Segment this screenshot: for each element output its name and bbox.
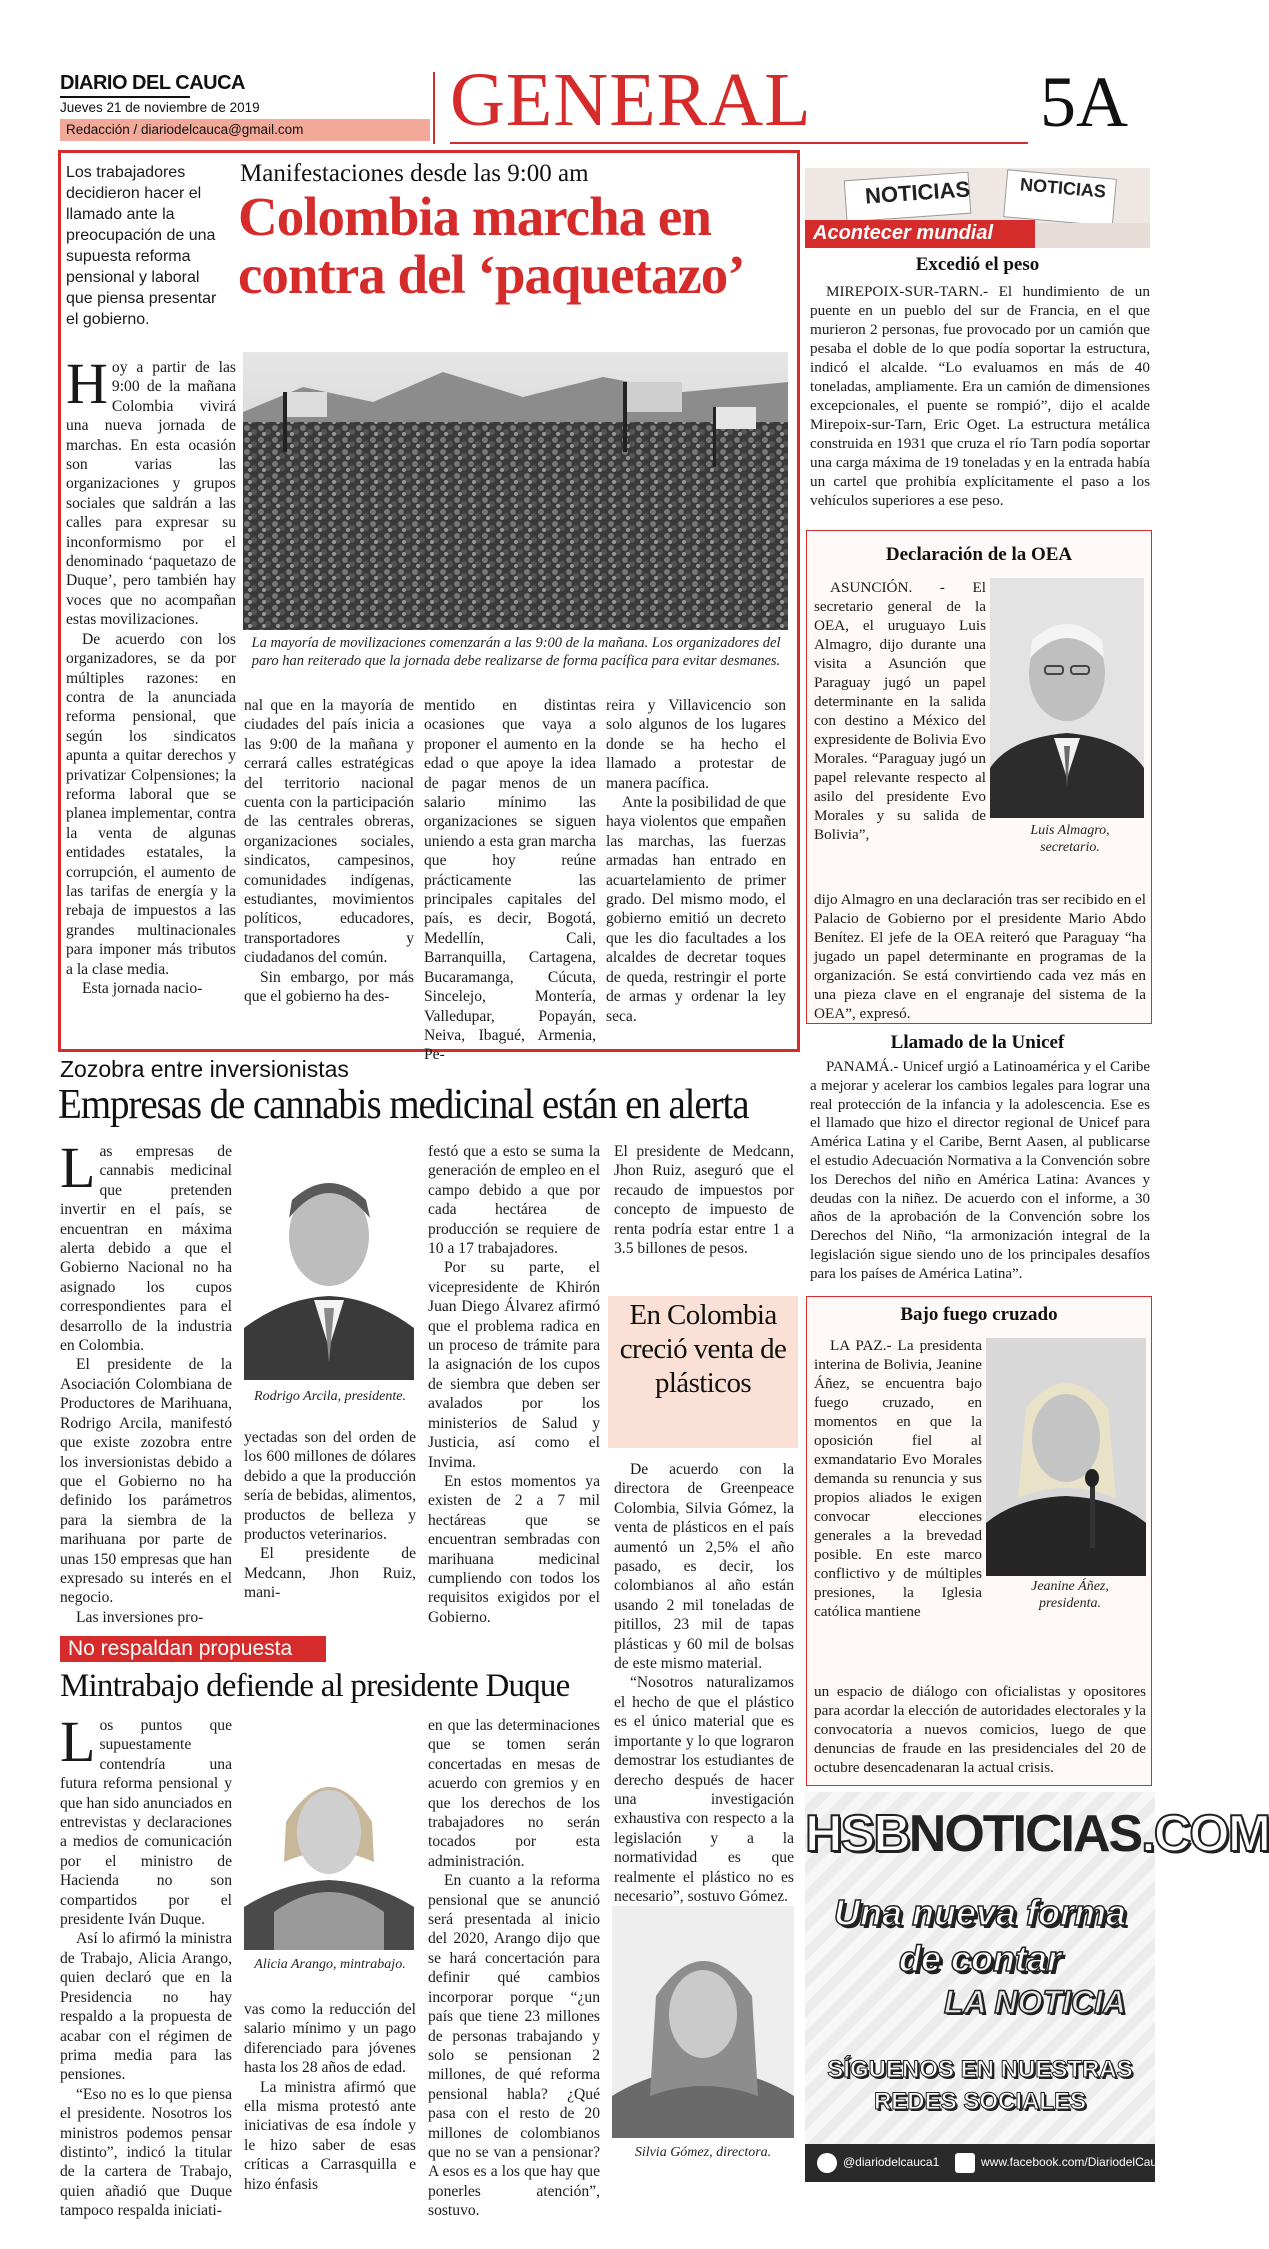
main-story-column-4 — [606, 696, 786, 1046]
cannabis-headline: Empresas de cannabis medicinal están en alerta — [58, 1082, 749, 1128]
plastics-headline: En Colombia creció venta de plásticos — [619, 1299, 787, 1399]
anez-photo — [986, 1338, 1146, 1576]
paragraph: De acuerdo con la directora de Greenpeace Colombia, Silvia Gómez, la venta de plásticos en el país aumentó un 2,5% el año pasado, es decir, los colombianos al año están usando 2 mil toneladas de pitillos, 23 mil de tapas plásticas y 60 mil de bolsas de este mismo material. — [614, 1461, 794, 1673]
labor-column-2 — [244, 2000, 416, 2200]
labor-headline: Mintrabajo defiende al presidente Duque — [60, 1668, 570, 1704]
protest-crowd-image — [243, 352, 788, 630]
plastics-body — [614, 1460, 794, 1905]
main-story-column-3 — [424, 696, 596, 1064]
paragraph: reira y Villavicencio son solo algunos de los lugares donde se ha hecho el llamado a protestar de manera pacífica. — [606, 697, 786, 792]
gomez-caption: Silvia Gómez, directora. — [634, 2145, 772, 2160]
drop-cap: L — [60, 1709, 96, 1774]
paragraph: “Nosotros naturalizamos el hecho de que el plástico es el único material que es importante y lo que lograron demostrar los estudiantes de derecho después de hacer una investigación exhaustiva con respecto a la legislación y a la normatividad es que realmente el plástico no es necesario”, sostuvo Gómez. — [614, 1674, 794, 1905]
person-portrait-image — [612, 1906, 794, 2138]
page-number: 5A — [1040, 62, 1128, 142]
ad-brand-c: .COM — [1141, 1805, 1269, 1863]
protest-photo — [243, 352, 788, 630]
facebook-icon — [955, 2153, 975, 2173]
arcila-caption: Rodrigo Arcila, presidente. — [254, 1389, 406, 1404]
drop-cap: H — [66, 351, 108, 416]
ad-tagline-3: LA NOTICIA — [944, 1984, 1126, 2020]
ad-cta-1: SÍGUENOS EN NUESTRAS — [827, 2056, 1133, 2083]
protest-photo-caption: La mayoría de movilizaciones comenzarán a las 9:00 de la mañana. Los organizadores del paro han reiterado que la jornada debe realizarse de forma pacífica para evitar desmanes. — [251, 635, 781, 669]
sidebar-item-title: Excedió el peso — [915, 254, 1040, 275]
person-portrait-image — [990, 578, 1144, 818]
cannabis-kicker: Zozobra entre inversionistas — [60, 1056, 349, 1082]
almagro-photo — [990, 578, 1144, 818]
paragraph: oy a partir de las 9:00 de la mañana Colombia vivirá una nueva jornada de marchas. En esta ocasión son varias las organizaciones y grupos sociales que saldrán a las calles para expresar su inconformismo por el denominado ‘paquetazo de Duque’, pero también hay voces que no acompañan estas movilizaciones. — [66, 359, 236, 629]
ad-twitter-handle: @diariodelcauca1 — [843, 2155, 940, 2169]
main-story-column-1 — [66, 351, 236, 1048]
sidebar-label-text: Acontecer mundial — [813, 222, 994, 244]
cannabis-column-3 — [428, 1142, 600, 1626]
paragraph: El presidente de la Asociación Colombiana de Productores de Marihuana, Rodrigo Arcila, manifestó que existe zozobra entre los inversionistas debido a que el Gobierno no ha definido los parámetros para la siembra de la marihuana por parte de unas 150 empresas que han expresado su interés en el negocio. — [60, 1356, 232, 1607]
hsb-advertisement — [805, 1792, 1269, 2182]
paragraph: El presidente de Medcann, Jhon Ruiz, aseguró que el recaudo de impuestos por concepto de impuesto de renta podría estar entre 1 a 3.5 billones de pesos. — [614, 1143, 794, 1258]
paragraph: as empresas de cannabis medicinal que pretenden invertir en el país, se encuentran en máxima alerta debido a que el Gobierno Nacional no ha asignado los cupos correspondientes para el desarrollo de la industria en Colombia. — [60, 1143, 232, 1355]
sidebar-label — [805, 220, 1035, 248]
paragraph: os puntos que supuestamente contendría una futura reforma pensional y que han sido anunciados en entrevistas y declaraciones a medios de comunicación por el ministro de Hacienda no son compartidos por el presidente Iván Duque. — [60, 1717, 232, 1929]
gomez-photo — [612, 1906, 794, 2138]
labor-kicker: No respaldan propuesta — [68, 1637, 293, 1660]
banner-word-2: NOTICIAS — [1019, 174, 1107, 202]
drop-cap: L — [60, 1135, 96, 1200]
ad-footer — [805, 2144, 1170, 2182]
labor-column-1 — [60, 1709, 232, 2220]
twitter-icon — [817, 2153, 837, 2173]
masthead-divider — [433, 72, 435, 144]
ad-brand-b: NOTICIAS — [908, 1805, 1142, 1863]
ad-tagline-2: de contar — [898, 1938, 1062, 1979]
contact-text: Redacción / diariodelcauca@gmail.com — [66, 122, 304, 137]
cannabis-column-2 — [244, 1428, 416, 1620]
sidebar-item-body: PANAMÁ.- Unicef urgió a Latinoamérica y el Caribe a mejorar y acelerar los cambios legales para lograr una real protección de la infancia y la adolescencia. Ese es el llamado que hizo el director regional de Unicef para América Latina y el Caribe, Bernt Aasen, al publicarse el estudio Adecuación Normativa a la Convención sobre los Derechos del niño en América Latina: Avances y deudas con la niñez. De acuerdo con el informe, a 30 años de la aprobación de la Convención sobre los Derechos del Niño, “la armonización integral de la legislación sigue siendo uno de los principales desafíos para los países de América Latina”. — [810, 1059, 1150, 1282]
sidebar-item-body: ASUNCIÓN. - El secretario general de la OEA, el uruguayo Luis Almagro, dijo durante una visita a Asunción que Paraguay jugó un papel determinante en la salida con destino a México del expresidente de Bolivia Evo Morales. “Paraguay jugó un papel relevante respecto al asilo del presidente Evo Morales y su salida de Bolivia”, — [814, 579, 986, 843]
masthead — [0, 0, 1212, 150]
paragraph: Sin embargo, por más que el gobierno ha des- — [244, 968, 414, 1006]
paragraph: vas como la reducción del salario mínimo y un pago diferenciado para jóvenes hasta los 28 años de edad. — [244, 2001, 416, 2077]
paragraph: festó que a esto se suma la generación de empleo en el campo debido a que por cada hectárea de producción se requiere de 10 a 17 trabajadores. — [428, 1143, 600, 1258]
paragraph: nal que en la mayoría de ciudades del país inicia a las 9:00 de la mañana y cerrará calles estratégicas del territorio nacional cuenta con la participación de las centrales obreras, organizaciones sociales, sindicatos, campesinos, comunidades indígenas, estudiantes, movimientos políticos, educadores, transportadores y ciudadanos del común. — [244, 697, 414, 967]
arango-photo — [244, 1722, 414, 1950]
person-portrait-image — [244, 1148, 414, 1380]
ad-tagline-1: Una nueva forma — [833, 1892, 1127, 1933]
issue-date: Jueves 21 de noviembre de 2019 — [60, 100, 260, 115]
arcila-photo — [244, 1148, 414, 1380]
anez-caption: Jeanine Áñez, presidenta. — [1031, 1579, 1109, 1611]
paragraph: En estos momentos ya existen de 2 a 7 mil hectáreas que se encuentran sembradas con marihuana medicinal cumpliendo con todos los requisitos exigidos por el Gobierno. — [428, 1472, 600, 1626]
paragraph: Por su parte, el vicepresidente de Khirón Juan Diego Álvarez afirmó que el problema radica en un proceso de trámite para la asignación de los cupos de siembra que deben ser avalados por los ministerios de Salud y Justicia, así como el Invima. — [428, 1259, 600, 1471]
sidebar-item-body: dijo Almagro en una declaración tras ser recibido en el Palacio de Gobierno por el presidente Mario Abdo Benítez. El jefe de la OEA reiteró que Paraguay “ha jugado un papel determinante en programas de la organización. Se está convirtiendo cada vez más en una pieza clave en el engranaje del sistema de la OEA”, expresó. — [814, 891, 1146, 1022]
labor-column-3 — [428, 1716, 600, 2220]
cannabis-column-1 — [60, 1135, 232, 1626]
paragraph: mentido en distintas ocasiones que vaya a proponer el aumento en la edad o que apoye la idea de pagar menos de un salario mínimo las organizaciones se siguen uniendo a esta gran marcha que hoy reúne prácticamente las principales capitales del país, es decir, Bogotá, Medellín, Cali, Barranquilla, Cartagena, Bucaramanga, Cúcuta, Sincelejo, Montería, Valledupar, Popayán, Neiva, Ibagué, Armenia, Pe- — [424, 697, 596, 1064]
paragraph: De acuerdo con los organizadores, se da por múltiples razones: en contra de la anunciada reforma pensional, que según los sindicatos apunta a quitar derechos y privatizar Colpensiones; la reforma laboral que se planea implementar, contra la venta de algunas entidades estatales, la corrupción, el aumento de las tarifas de energía y la rebaja de impuestos a las grandes multinacionales para imponer más tributos a la clase media. — [66, 630, 236, 978]
sidebar-item-title: Bajo fuego cruzado — [900, 1304, 1058, 1325]
main-story-headline: Colombia marcha en contra del ‘paquetazo’ — [238, 186, 745, 305]
section-rule — [450, 142, 1028, 144]
paper-name-rule — [60, 96, 190, 98]
paragraph: yectadas son del orden de los 600 millones de dólares debido a que la producción sería de bebidas, alimentos, productos de belleza y productos veterinarios. — [244, 1429, 416, 1544]
main-story-column-2 — [244, 696, 414, 1046]
paragraph: Así lo afirmó la ministra de Trabajo, Alicia Arango, quien declaró que en la Presidencia no hay respaldo a la propuesta de acabar con el régimen de prima media para las pensiones. — [60, 1930, 232, 2084]
paragraph: en que las determinaciones que se tomen serán concertadas en mesas de acuerdo con gremios y en que los derechos de los trabajadores no serán tocados por esta administración. — [428, 1717, 600, 1870]
sidebar-item-title: Declaración de la OEA — [885, 544, 1073, 565]
person-portrait-image — [244, 1722, 414, 1950]
ad-cta-2: REDES SOCIALES — [873, 2088, 1087, 2115]
ad-brand — [805, 1804, 1269, 1864]
sidebar-item-title: Llamado de la Unicef — [890, 1032, 1065, 1053]
sidebar-item-body: LA PAZ.- La presidenta interina de Bolivia, Jeanine Áñez, se encuentra bajo fuego cruzado, en momentos en que la oposición fiel al exmandatario Evo Morales demanda su renuncia y sus propios aliados le exigen convocar elecciones generales a la brevedad posible. En este marco conflictivo y de múltiples presiones, la Iglesia católica mantiene — [814, 1337, 982, 1620]
sidebar-item-body: un espacio de diálogo con oficialistas y opositores para acordar la elección de autoridades electorales y la convocatoria a nuevos comicios, luego de que denuncias de fraude en las presidenciales del 20 de octubre desencadenaran la actual crisis. — [814, 1683, 1146, 1776]
main-story-kicker: Manifestaciones desde las 9:00 am — [240, 160, 589, 187]
cannabis-column-4 — [614, 1142, 794, 1282]
paragraph: “Eso no es lo que piensa el presidente. Nosotros los ministros podemos pensar distinto”, indicó la titular de la cartera de Trabajo, quien añadió que Duque tampoco respalda iniciati- — [60, 2085, 232, 2220]
paragraph: Las inversiones pro- — [76, 1608, 204, 1626]
almagro-caption: Luis Almagro, secretario. — [1030, 823, 1110, 855]
paragraph: Ante la posibilidad de que haya violentos que empañen las marchas, las fuerzas armadas han entrado en acuartelamiento de primer grado. Del mismo modo, el gobierno emitió un decreto que les dio facultades a los alcaldes de decretar toques de queda, restringir el porte de armas y ordenar la ley seca. — [606, 794, 786, 1025]
arango-caption: Alicia Arango, mintrabajo. — [254, 1957, 406, 1972]
paragraph: La ministra afirmó que ella misma protestó ante iniciativas de esa índole y le hizo saber de esas críticas a Carrasquilla e hizo énfasis — [244, 2078, 416, 2193]
paragraph: El presidente de Medcann, Jhon Ruiz, mani- — [244, 1545, 416, 1602]
paper-name: DIARIO DEL CAUCA — [60, 72, 245, 94]
paragraph: En cuanto a la reforma pensional que se anunció será presentada al inicio del 2020, Arango dijo que se hará concertación para definir qué cambios incorporar porque “¿un país que tiene 23 millones de personas trabajando y solo se pensionan 2 millones, de qué reforma pensional habla? ¿Qué pasa con el resto de 20 millones de colombianos que no se van a pensionar? A esos es a los que hay que ponerles atención”, sostuvo. — [428, 1872, 600, 2220]
paragraph: Esta jornada nacio- — [82, 980, 203, 997]
main-story-intro: Los trabajadores decidieron hacer el llamado ante la preocupación de una supuesta reforma pensional y laboral que piensa presentar el gobierno. — [66, 164, 217, 328]
ad-brand-a: HSB — [805, 1805, 909, 1863]
banner-word-1: NOTICIAS — [864, 176, 971, 209]
ad-facebook-url: www.facebook.com/DiariodelCauca — [981, 2155, 1170, 2169]
section-title: GENERAL — [450, 58, 812, 142]
person-portrait-image — [986, 1338, 1146, 1576]
sidebar-item-body: MIREPOIX-SUR-TARN.- El hundimiento de un puente en un pueblo del sur de Francia, en el que murieron 2 personas, fue provocado por un camión que pesaba el doble de lo que podía soportar la estructura, indicó el alcalde. “Lo evaluamos en más de 40 toneladas, ampliamente. Era un camión de dimensiones excepcionales, el puente se rompió”, dijo el acalde Mirepoix-sur-Tarn, Eric Oget. La estructura metálica construida en 1931 que cruza el río Tarn podía soportar una carga máxima de 19 toneladas y en la entrada había un cartel que prohibía explícitamente el paso a los vehículos superiores a ese peso. — [810, 283, 1150, 509]
